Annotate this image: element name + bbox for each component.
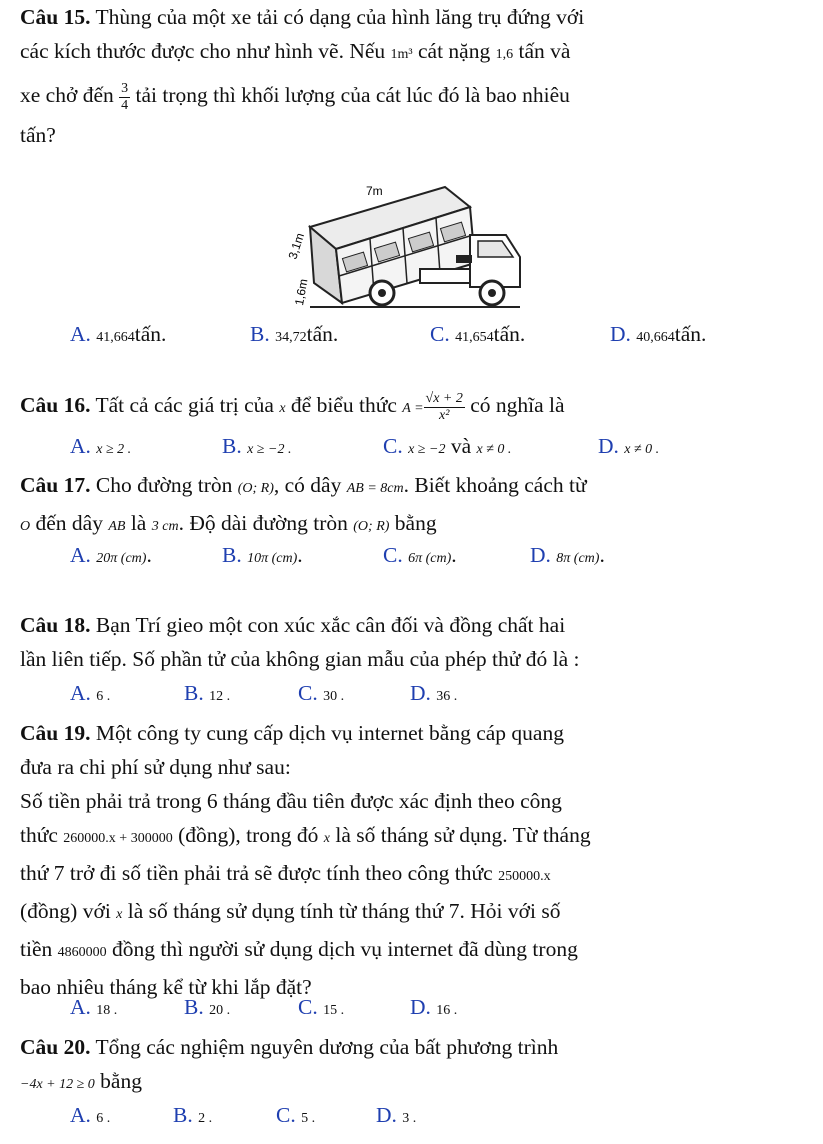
option-label: A.: [70, 434, 91, 458]
q19-number: Câu 19.: [20, 721, 91, 745]
q19-option-b[interactable]: [184, 990, 230, 1028]
q19-line-3: [20, 784, 810, 818]
question-15: [20, 0, 810, 152]
q16-text-c: có nghĩa là: [470, 393, 565, 417]
option-value: 15 .: [323, 1003, 345, 1018]
q19-amount: 4860000: [57, 945, 107, 960]
q20-number: Câu 20.: [20, 1035, 91, 1059]
option-value: 2 .: [198, 1111, 213, 1126]
q19-text-6a: (đồng) với: [20, 899, 111, 923]
option-value: 30 .: [323, 689, 345, 704]
option-value: 6π (cm): [408, 551, 452, 566]
option-label: D.: [410, 681, 431, 705]
q16-expr-num: √x + 2: [425, 390, 463, 406]
q20-option-b[interactable]: [173, 1098, 212, 1136]
q18-text-2: lần liên tiếp. Số phần tử của không gian mẫu của phép thử đó là :: [20, 647, 580, 671]
option-label: C.: [298, 681, 318, 705]
q20-text-2b: bằng: [100, 1069, 142, 1093]
q15-fraction: [119, 81, 130, 114]
option-label: D.: [610, 322, 631, 346]
q15-text-1: Thùng của một xe tải có dạng của hình lăng trụ đứng với: [95, 5, 585, 29]
option-label: C.: [430, 322, 450, 346]
q15-line-1: [20, 0, 810, 34]
q19-formula-1: 260000.x + 300000: [63, 831, 173, 846]
question-16: [20, 380, 810, 430]
option-label: D.: [530, 543, 551, 567]
q18-line-2: [20, 642, 810, 676]
q18-option-d[interactable]: [410, 676, 457, 714]
question-19: [20, 716, 810, 1004]
q18-line-1: [20, 608, 810, 642]
q19-options: [70, 990, 810, 1024]
q15-line-4: [20, 118, 810, 152]
q16-options: [70, 429, 810, 463]
label-height: 3,1m: [285, 231, 308, 261]
q17-o: O: [20, 519, 31, 534]
q17-option-b[interactable]: [222, 538, 303, 576]
q16-number: Câu 16.: [20, 393, 91, 417]
q15-option-c[interactable]: [430, 317, 525, 355]
q15-text-4: tấn?: [20, 123, 56, 147]
q17-options: [70, 538, 810, 572]
option-value: 36 .: [436, 689, 458, 704]
label-width: 1,6m: [292, 277, 311, 307]
q19-text-5a: thứ 7 trở đi số tiền phải trả sẽ được tính theo công thức: [20, 861, 493, 885]
q15-line-2: [20, 34, 810, 72]
q19-text-4c: là số tháng sử dụng. Từ tháng: [335, 823, 591, 847]
q19-line-2: [20, 750, 810, 784]
q18-option-b[interactable]: [184, 676, 230, 714]
q17-option-d[interactable]: [530, 538, 605, 576]
option-value: 16 .: [436, 1003, 458, 1018]
option-value: 20π (cm): [96, 551, 147, 566]
option-end: .: [451, 543, 457, 567]
option-end: .: [599, 543, 605, 567]
option-label: A.: [70, 322, 91, 346]
option-unit: tấn.: [674, 322, 707, 346]
option-value-2: x ≠ 0 .: [476, 442, 512, 457]
q17-text-g: bằng: [394, 511, 437, 535]
q19-text-1: Một công ty cung cấp dịch vụ internet bằng cáp quang: [95, 721, 564, 745]
option-label: D.: [376, 1103, 397, 1127]
option-unit: tấn.: [493, 322, 526, 346]
option-value: 6 .: [96, 689, 111, 704]
q19-text-7b: đồng thì người sử dụng dịch vụ internet đã dùng trong: [112, 937, 578, 961]
option-value: 5 .: [301, 1111, 316, 1126]
option-label: B.: [222, 434, 242, 458]
option-value: 20 .: [209, 1003, 231, 1018]
option-value: 6 .: [96, 1111, 111, 1126]
truck-figure: [270, 165, 535, 325]
option-value: 3 .: [402, 1111, 417, 1126]
q19-text-4b: (đồng), trong đó: [178, 823, 319, 847]
q19-var-2: x: [116, 907, 123, 922]
option-value: 10π (cm): [247, 551, 298, 566]
q15-volume: 1m³: [390, 47, 413, 62]
q19-option-d[interactable]: [410, 990, 457, 1028]
option-value: 34,72: [275, 330, 307, 345]
option-value: x ≥ −2: [408, 442, 446, 457]
q19-option-a[interactable]: [70, 990, 117, 1028]
option-value: 41,654: [455, 330, 494, 345]
option-label: B.: [184, 681, 204, 705]
q17-text-a: Cho đường tròn: [95, 473, 233, 497]
q17-ab: AB: [108, 519, 126, 534]
q20-line-2: [20, 1064, 810, 1102]
q16-text-a: Tất cả các giá trị của: [95, 393, 274, 417]
q17-text-f: . Độ dài đường tròn: [178, 511, 348, 535]
q16-option-b[interactable]: [222, 429, 291, 467]
q15-text-2c: tấn và: [518, 39, 571, 63]
option-value: 18 .: [96, 1003, 118, 1018]
option-label: C.: [383, 543, 403, 567]
q15-option-b[interactable]: [250, 317, 338, 355]
option-label: A.: [70, 681, 91, 705]
q18-option-c[interactable]: [298, 676, 344, 714]
q17-option-c[interactable]: [383, 538, 457, 576]
q19-formula-2: 250000.x: [498, 869, 551, 884]
q18-options: [70, 676, 810, 710]
option-end: .: [146, 543, 152, 567]
q19-text-6b: là số tháng sử dụng tính từ tháng thứ 7. Hỏi với số: [127, 899, 561, 923]
q17-dist: 3 cm: [151, 519, 179, 534]
q17-text-c: . Biết khoảng cách từ: [403, 473, 587, 497]
option-label: D.: [410, 995, 431, 1019]
option-unit: tấn.: [306, 322, 339, 346]
q16-text-b: để biểu thức: [290, 393, 397, 417]
q16-option-c[interactable]: [383, 429, 511, 467]
option-end: .: [297, 543, 303, 567]
option-mid: và: [450, 434, 472, 458]
q20-line-1: [20, 1030, 810, 1064]
option-label: B.: [173, 1103, 193, 1127]
q19-option-c[interactable]: [298, 990, 344, 1028]
q15-fraction-den: 4: [121, 97, 129, 113]
q19-text-7a: tiền: [20, 937, 53, 961]
option-label: C.: [383, 434, 403, 458]
question-20: [20, 1030, 810, 1102]
option-label: C.: [298, 995, 318, 1019]
option-value: 41,664: [96, 330, 135, 345]
q15-text-2a: các kích thước được cho như hình vẽ. Nếu: [20, 39, 386, 63]
q16-expr-fraction: [424, 391, 465, 424]
question-17: [20, 468, 810, 544]
q19-line-7: [20, 932, 810, 970]
q20-text-1: Tổng các nghiệm nguyên dương của bất phương trình: [95, 1035, 559, 1059]
q15-line-3: [20, 72, 810, 118]
option-label: A.: [70, 995, 91, 1019]
label-length: 7m: [366, 184, 383, 198]
dump-truck-illustration: [270, 165, 535, 325]
option-value: x ≠ 0 .: [624, 442, 660, 457]
q17-number: Câu 17.: [20, 473, 91, 497]
option-unit: tấn.: [134, 322, 167, 346]
option-value: 40,664: [636, 330, 675, 345]
option-label: A.: [70, 1103, 91, 1127]
q15-number: Câu 15.: [20, 5, 91, 29]
q19-line-5: [20, 856, 810, 894]
q18-option-a[interactable]: [70, 676, 110, 714]
q15-fraction-num: 3: [121, 80, 129, 96]
option-label: B.: [184, 995, 204, 1019]
q17-text-e: là: [130, 511, 147, 535]
q17-text-b: , có dây: [273, 473, 342, 497]
option-label: C.: [276, 1103, 296, 1127]
q16-expr-den: x²: [438, 407, 450, 423]
q20-inequality: −4x + 12 ≥ 0: [20, 1077, 95, 1092]
q15-text-3a: xe chở đến: [20, 83, 114, 107]
q15-weight: 1,6: [495, 47, 514, 62]
q17-circle: (O; R): [237, 481, 274, 496]
q19-text-2: đưa ra chi phí sử dụng như sau:: [20, 755, 291, 779]
q15-option-a[interactable]: [70, 317, 166, 355]
q18-text-1: Bạn Trí gieo một con xúc xắc cân đối và đồng chất hai: [95, 613, 566, 637]
q18-number: Câu 18.: [20, 613, 91, 637]
option-value: 12 .: [209, 689, 231, 704]
option-value: 8π (cm): [556, 551, 600, 566]
q16-expr-left: A =: [402, 401, 424, 416]
q15-text-3b: tải trọng thì khối lượng của cát lúc đó là bao nhiêu: [135, 83, 570, 107]
q17-line-1: [20, 468, 810, 506]
option-label: B.: [250, 322, 270, 346]
option-value: x ≥ 2 .: [96, 442, 132, 457]
option-label: B.: [222, 543, 242, 567]
q16-option-d[interactable]: [598, 429, 659, 467]
option-label: A.: [70, 543, 91, 567]
option-label: D.: [598, 434, 619, 458]
q19-line-1: [20, 716, 810, 750]
q19-line-4: [20, 818, 810, 856]
q20-option-c[interactable]: [276, 1098, 315, 1136]
q15-option-d[interactable]: [610, 317, 706, 355]
q20-options: [70, 1098, 810, 1132]
q17-text-d: đến dây: [35, 511, 103, 535]
q16-var: x: [279, 401, 286, 416]
q19-var: x: [323, 831, 330, 846]
q20-option-d[interactable]: [376, 1098, 416, 1136]
q16-option-a[interactable]: [70, 429, 131, 467]
question-18: [20, 608, 810, 676]
q15-options: [70, 317, 810, 351]
q15-text-2b: cát nặng: [418, 39, 491, 63]
q19-text-8: bao nhiêu tháng kể từ khi lắp đặt?: [20, 975, 312, 999]
option-value: x ≥ −2 .: [247, 442, 292, 457]
q19-text-3: Số tiền phải trả trong 6 tháng đầu tiên được xác định theo công: [20, 789, 562, 813]
q17-option-a[interactable]: [70, 538, 152, 576]
q17-chord: AB = 8cm: [346, 481, 404, 496]
q17-circle-2: (O; R): [353, 519, 390, 534]
q20-option-a[interactable]: [70, 1098, 110, 1136]
q19-line-6: [20, 894, 810, 932]
q19-text-4a: thức: [20, 823, 58, 847]
